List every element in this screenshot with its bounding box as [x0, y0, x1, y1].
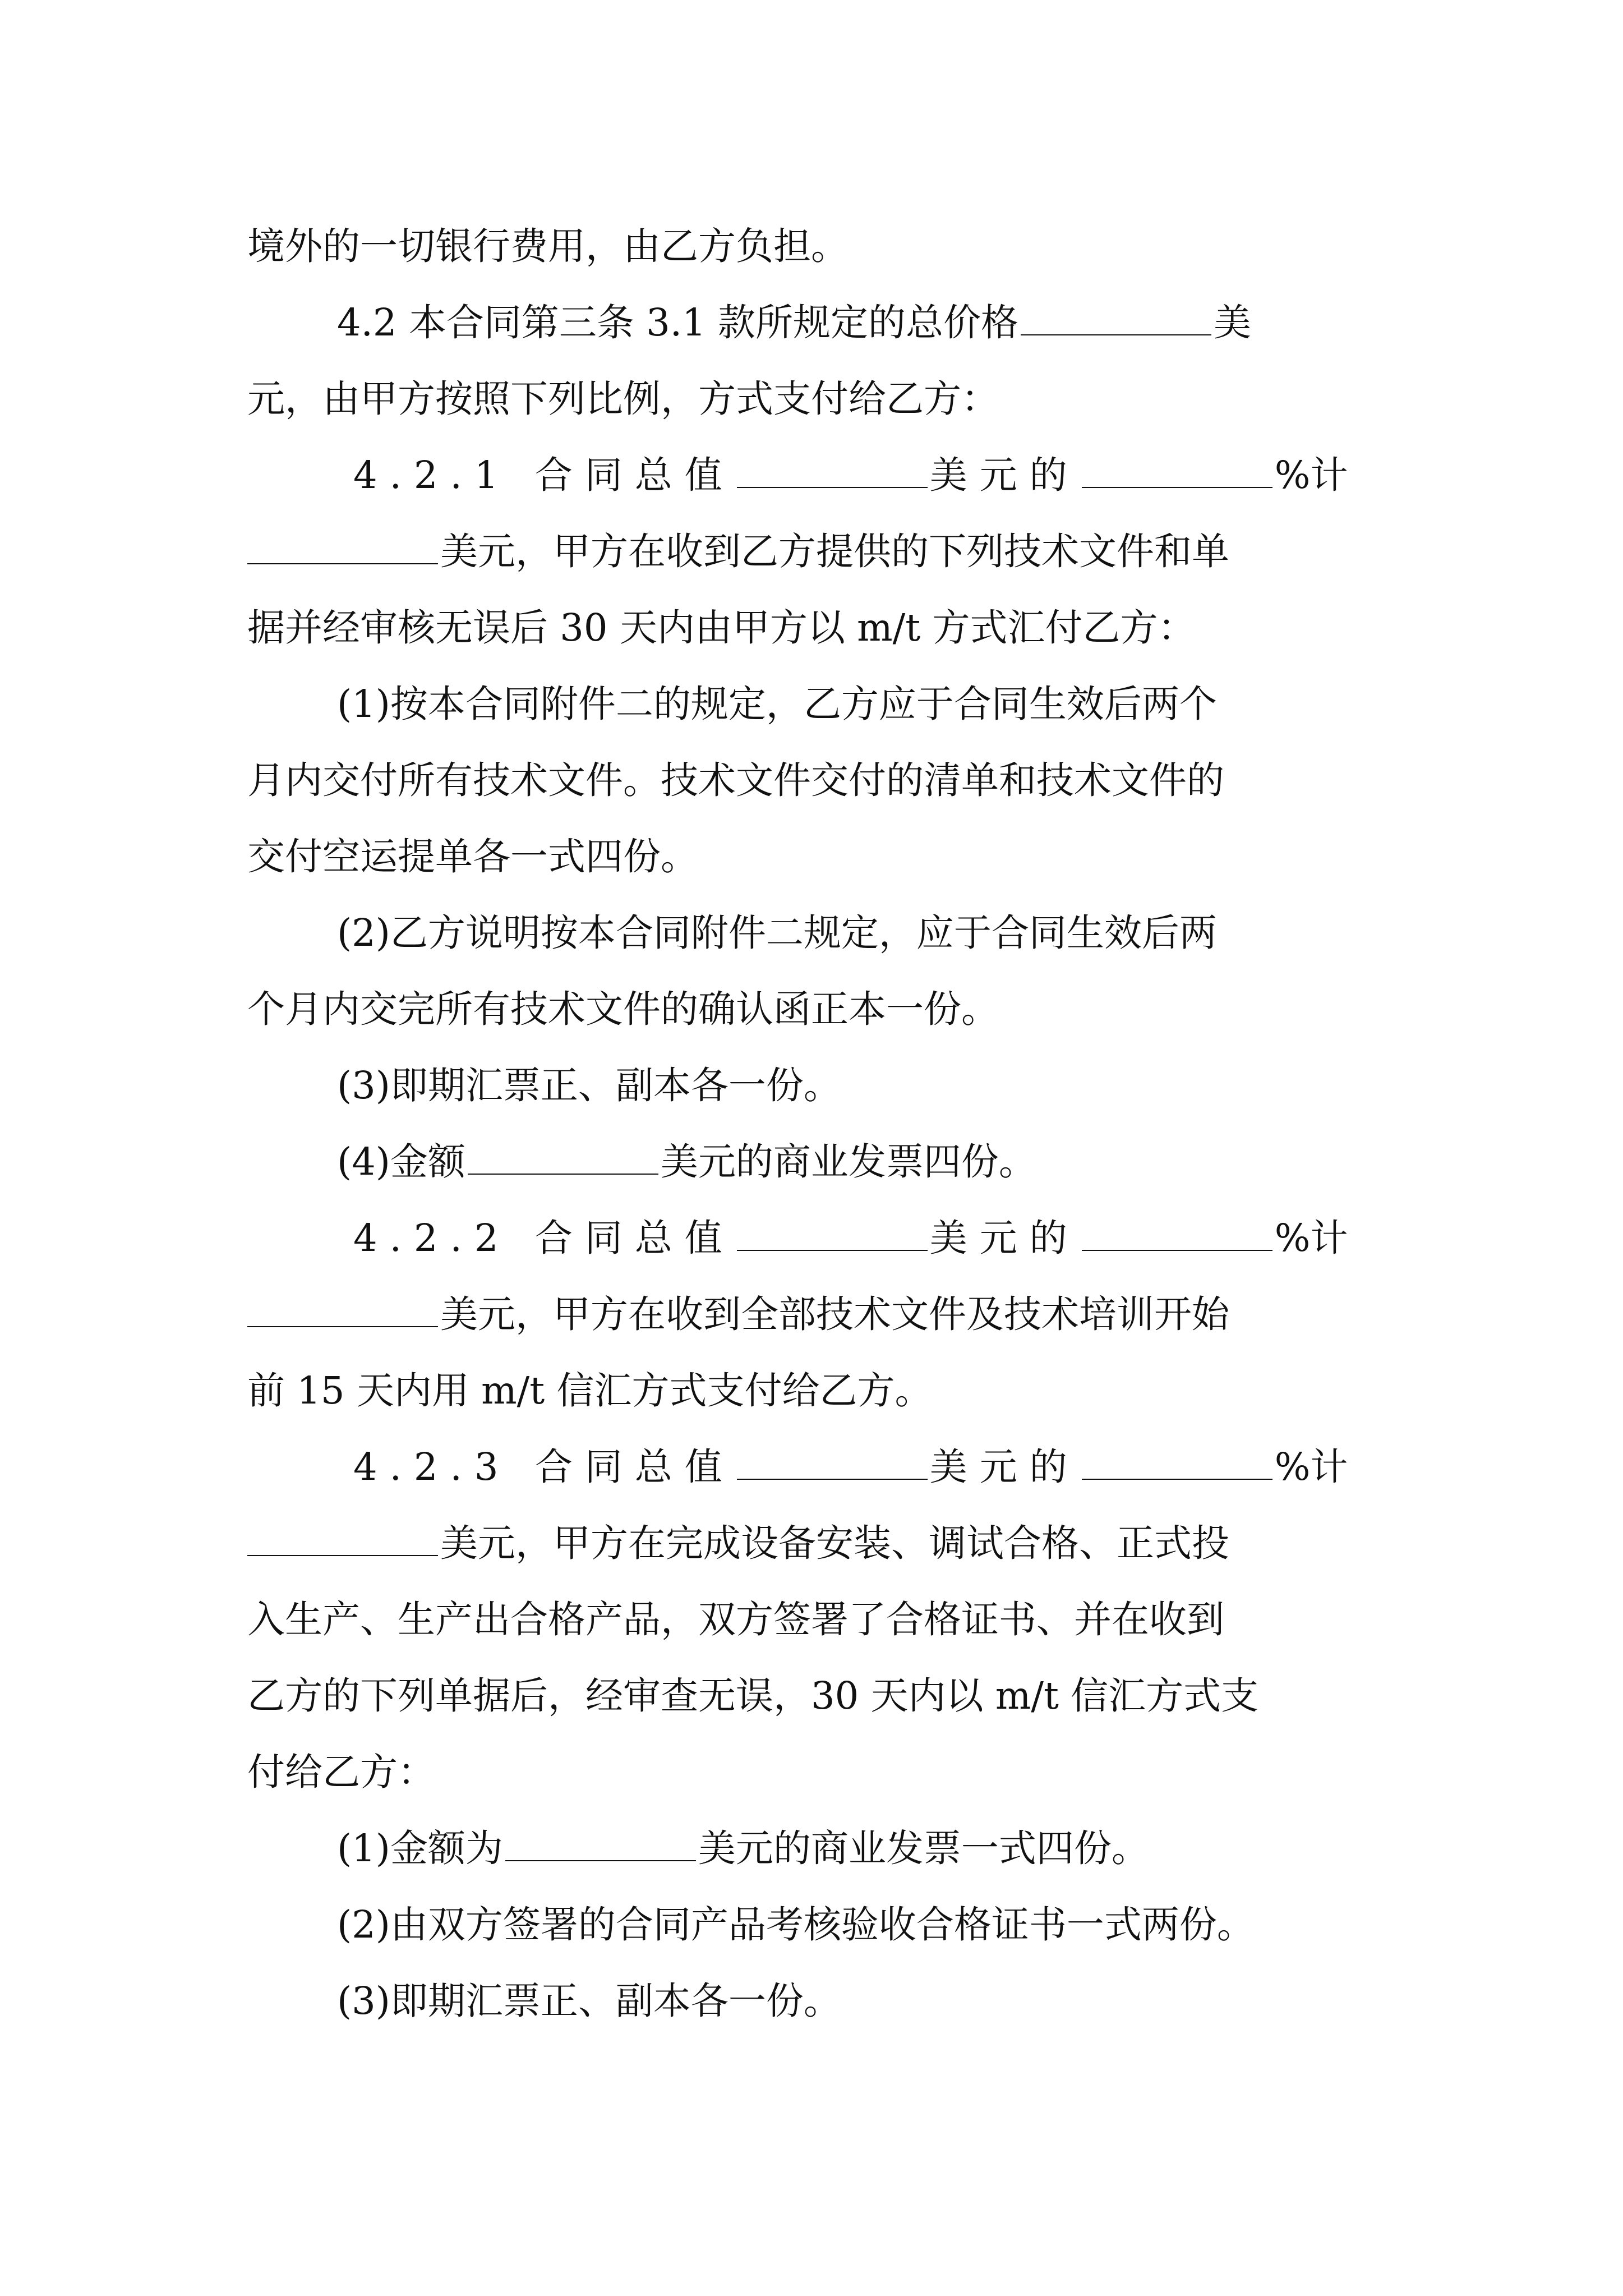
clause-4-2-3-line: [353, 1429, 1348, 1504]
text-line: [247, 1734, 435, 1810]
text-line: [247, 1277, 1229, 1352]
line-text: 4.2 本合同第三条 3.1 款所规定的总价格: [337, 301, 1018, 344]
line-text: 美元，甲方在收到全部技术文件及技术培训开始: [440, 1292, 1229, 1336]
line-text: 付给乙方：: [247, 1750, 435, 1794]
text-line: [247, 972, 999, 1047]
line-text: %计: [1274, 1445, 1348, 1489]
line-text: 美: [1214, 301, 1251, 344]
text-line: [337, 1811, 1149, 1886]
line-text: (3)即期汇票正、副本各一份。: [337, 1979, 841, 2023]
blank-field[interactable]: [1082, 1249, 1272, 1251]
text-line: [337, 1048, 841, 1123]
text-line: [247, 361, 999, 436]
text-line: [247, 1506, 1229, 1581]
line-text: 乙方的下列单据后，经审查无误，30 天内以 m/t 信汇方式支: [247, 1674, 1259, 1718]
line-text: (2)乙方说明按本合同附件二规定，应于合同生效后两: [337, 911, 1217, 955]
blank-field[interactable]: [1082, 486, 1272, 488]
line-text: 前 15 天内用 m/t 信汇方式支付给乙方。: [247, 1369, 933, 1412]
text-line: [337, 666, 1217, 742]
blank-field[interactable]: [247, 1554, 438, 1556]
line-text: (3)即期汇票正、副本各一份。: [337, 1064, 841, 1107]
line-text: 元，由甲方按照下列比例，方式支付给乙方：: [247, 377, 999, 421]
line-text: 美元的商业发票一式四份。: [698, 1826, 1149, 1870]
blank-field[interactable]: [247, 563, 438, 564]
blank-field[interactable]: [737, 486, 928, 488]
text-line: [247, 743, 1224, 818]
line-text: 美元的: [929, 1445, 1080, 1489]
line-text: 美元的: [929, 1216, 1080, 1260]
line-text: 据并经审核无误后 30 天内由甲方以 m/t 方式汇付乙方：: [247, 606, 1196, 650]
line-text: 个月内交完所有技术文件的确认函正本一份。: [247, 987, 999, 1031]
text-line: [337, 1887, 1255, 1962]
line-text: 月内交付所有技术文件。技术文件交付的清单和技术文件的: [247, 758, 1224, 802]
blank-field[interactable]: [1082, 1478, 1272, 1480]
line-text: (1)金额为: [337, 1826, 503, 1870]
line-text: 4.2.2 合同总值: [353, 1216, 735, 1260]
blank-field[interactable]: [247, 1326, 438, 1327]
text-line: [337, 895, 1217, 970]
blank-field[interactable]: [737, 1478, 928, 1480]
text-line: [247, 1582, 1224, 1657]
clause-4-2-2-line: [353, 1200, 1348, 1276]
line-text: 境外的一切银行费用，由乙方负担。: [247, 224, 849, 268]
clause-4-2-line: [337, 285, 1251, 360]
text-line: [247, 209, 849, 284]
line-text: 4.2.3 合同总值: [353, 1445, 735, 1489]
line-text: (4)金额: [337, 1140, 465, 1184]
line-text: 美元的: [929, 453, 1080, 497]
line-text: 美元的商业发票四份。: [660, 1140, 1036, 1184]
line-text: 美元，甲方在收到乙方提供的下列技术文件和单: [440, 530, 1229, 573]
blank-field[interactable]: [1021, 334, 1211, 335]
blank-field[interactable]: [737, 1249, 928, 1251]
line-text: 美元，甲方在完成设备安装、调试合格、正式投: [440, 1521, 1229, 1565]
blank-field[interactable]: [468, 1173, 658, 1175]
line-text: 4.2.1 合同总值: [353, 453, 735, 497]
text-line: [337, 1124, 1036, 1199]
text-line: [247, 1353, 932, 1428]
text-line: [247, 514, 1229, 589]
line-text: 入生产、生产出合格产品，双方签署了合格证书、并在收到: [247, 1598, 1224, 1641]
text-line: [247, 590, 1195, 665]
line-text: (1)按本合同附件二的规定，乙方应于合同生效后两个: [337, 682, 1217, 726]
blank-field[interactable]: [505, 1860, 696, 1861]
text-line: [247, 819, 698, 894]
clause-4-2-1-line: [353, 438, 1348, 513]
line-text: %计: [1274, 1216, 1348, 1260]
line-text: (2)由双方签署的合同产品考核验收合格证书一式两份。: [337, 1903, 1255, 1947]
line-text: 交付空运提单各一式四份。: [247, 835, 698, 878]
text-line: [247, 1658, 1258, 1733]
line-text: %计: [1274, 453, 1348, 497]
text-line: [337, 1963, 841, 2039]
